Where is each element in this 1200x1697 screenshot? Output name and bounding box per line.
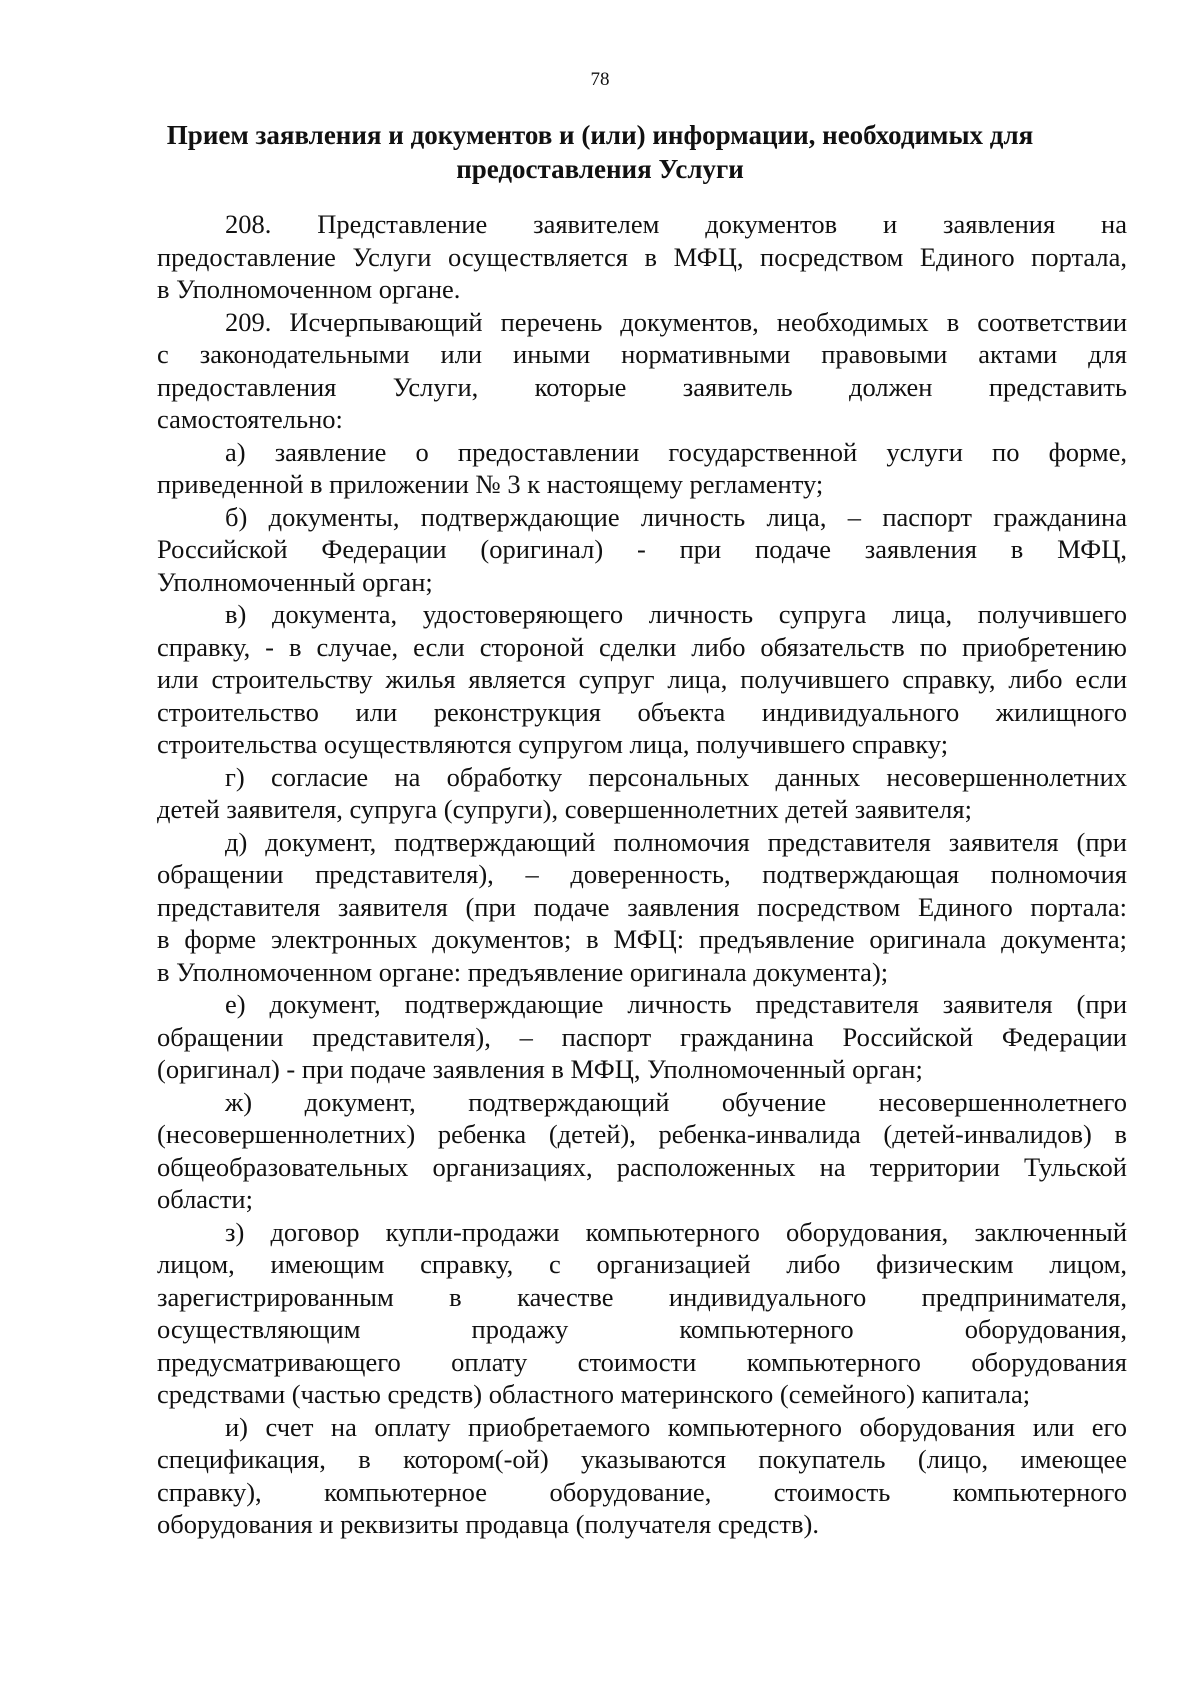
- paragraph: [157, 436, 1127, 501]
- paragraph: [157, 306, 1127, 436]
- paragraph-line: зарегистрированным в качестве индивидуального предпринимателя,: [157, 1281, 1127, 1312]
- paragraph-line: е) документ, подтверждающие личность представителя заявителя (при: [225, 989, 1127, 1019]
- paragraph-line: обращении представителя), – доверенность, подтверждающая полномочия: [157, 859, 1127, 889]
- paragraph-line: б) документы, подтверждающие личность лица, – паспорт гражданина: [225, 501, 1127, 532]
- paragraph-line: 208. Представление заявителем документов и заявления на: [225, 209, 1127, 239]
- paragraph-line: осуществляющим продажу компьютерного оборудования,: [157, 1314, 1127, 1344]
- paragraph-line: обращении представителя), – паспорт гражданина Российской Федерации: [157, 1021, 1127, 1052]
- paragraph-line: а) заявление о предоставлении государственной услуги по форме,: [225, 436, 1127, 467]
- paragraph-line: детей заявителя, супруга (супруги), совершеннолетних детей заявителя;: [157, 794, 972, 824]
- paragraph: [157, 1411, 1127, 1541]
- paragraph-line: в форме электронных документов; в МФЦ: предъявление оригинала документа;: [157, 924, 1127, 954]
- paragraph-line: предоставление Услуги осуществляется в МФЦ, посредством Единого портала,: [157, 241, 1127, 272]
- paragraph-line: (несовершеннолетних) ребенка (детей), ребенка-инвалида (детей-инвалидов) в: [157, 1119, 1127, 1149]
- paragraph-line: с законодательными или иными нормативными правовыми актами для: [157, 339, 1127, 369]
- paragraph: [157, 826, 1127, 989]
- paragraph-line: справку), компьютерное оборудование, стоимость компьютерного: [157, 1476, 1127, 1507]
- paragraph-line: самостоятельно:: [157, 404, 343, 434]
- paragraph-line: спецификация, в котором(-ой) указываются покупатель (лицо, имеющее: [157, 1444, 1127, 1474]
- paragraph-line: (оригинал) - при подаче заявления в МФЦ, Уполномоченный орган;: [157, 1054, 923, 1084]
- paragraph-line: г) согласие на обработку персональных данных несовершеннолетних: [225, 761, 1127, 792]
- section-title: [120, 118, 1080, 186]
- paragraph-line: средствами (частью средств) областного материнского (семейного) капитала;: [157, 1379, 1031, 1409]
- document-body: [157, 208, 1127, 1541]
- section-title-line: предоставления Услуги: [456, 154, 744, 184]
- paragraph: [157, 761, 1127, 826]
- paragraph: [157, 598, 1127, 761]
- paragraph: [157, 208, 1127, 306]
- paragraph: [157, 1216, 1127, 1411]
- paragraph: [157, 1086, 1127, 1216]
- paragraph: [157, 988, 1127, 1086]
- paragraph-line: строительства осуществляются супругом лица, получившего справку;: [157, 729, 949, 759]
- paragraph-line: представителя заявителя (при подаче заявления посредством Единого портала:: [157, 891, 1127, 922]
- paragraph-line: области;: [157, 1184, 253, 1214]
- paragraph-line: Российской Федерации (оригинал) - при подаче заявления в МФЦ,: [157, 534, 1127, 564]
- paragraph-line: общеобразовательных организациях, расположенных на территории Тульской: [157, 1151, 1127, 1182]
- paragraph-line: д) документ, подтверждающий полномочия представителя заявителя (при: [225, 826, 1127, 857]
- paragraph-line: Уполномоченный орган;: [157, 566, 433, 597]
- paragraph-line: предоставления Услуги, которые заявитель должен представить: [157, 371, 1127, 402]
- paragraph: [157, 501, 1127, 599]
- paragraph-line: в Уполномоченном органе: предъявление оригинала документа);: [157, 956, 889, 987]
- paragraph-line: оборудования и реквизиты продавца (получателя средств).: [157, 1509, 819, 1539]
- paragraph-line: справку, - в случае, если стороной сделки либо обязательств по приобретению: [157, 631, 1127, 662]
- paragraph-line: 209. Исчерпывающий перечень документов, необходимых в соответствии: [225, 306, 1127, 337]
- paragraph-line: з) договор купли-продажи компьютерного оборудования, заключенный: [225, 1216, 1127, 1247]
- paragraph-line: и) счет на оплату приобретаемого компьютерного оборудования или его: [225, 1411, 1127, 1442]
- paragraph-line: в Уполномоченном органе.: [157, 274, 461, 304]
- page-number: 78: [590, 69, 610, 90]
- paragraph-line: приведенной в приложении № 3 к настоящему регламенту;: [157, 469, 824, 499]
- paragraph-line: лицом, имеющим справку, с организацией либо физическим лицом,: [157, 1249, 1127, 1279]
- paragraph-line: предусматривающего оплату стоимости компьютерного оборудования: [157, 1346, 1127, 1377]
- paragraph-line: или строительству жилья является супруг лица, получившего справку, либо если: [157, 664, 1127, 694]
- paragraph-line: строительство или реконструкция объекта индивидуального жилищного: [157, 696, 1127, 727]
- paragraph-line: в) документа, удостоверяющего личность супруга лица, получившего: [225, 599, 1127, 629]
- section-title-line: Прием заявления и документов и (или) информации, необходимых для: [166, 120, 1034, 150]
- paragraph-line: ж) документ, подтверждающий обучение несовершеннолетнего: [225, 1086, 1127, 1117]
